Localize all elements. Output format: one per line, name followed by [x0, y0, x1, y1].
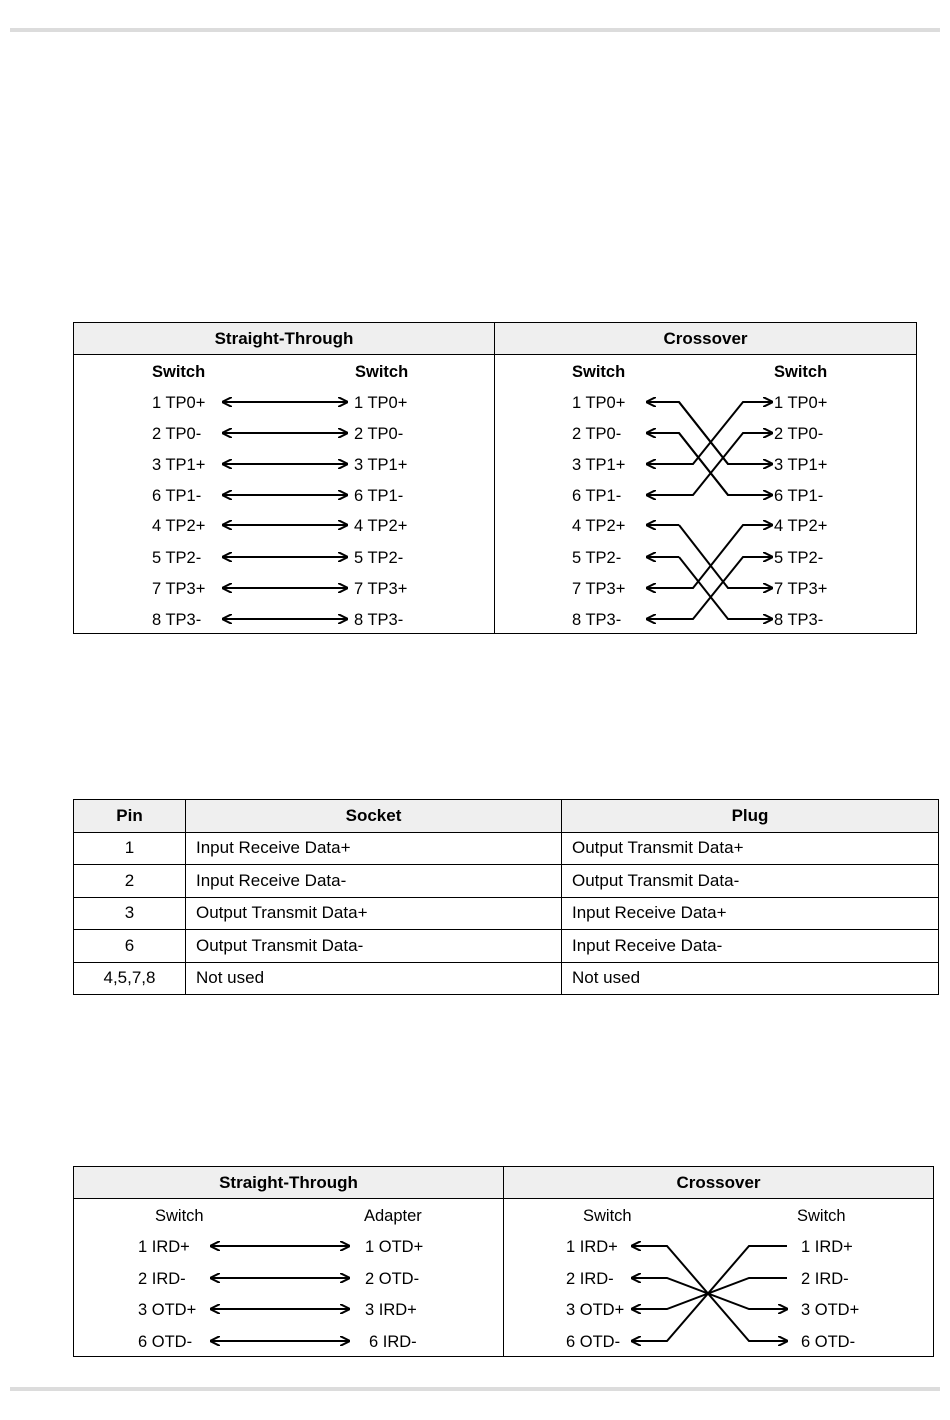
crossover-svg — [495, 355, 916, 633]
right-pin-label: 3 IRD+ — [365, 1301, 417, 1319]
left-pin-label: 5 TP2- — [572, 549, 622, 567]
straight-row-8 — [152, 611, 403, 629]
pin-cell: 4,5,7,8 — [74, 962, 186, 995]
top-divider — [10, 28, 940, 32]
straight-row-5 — [152, 517, 407, 535]
plug-cell: Input Receive Data- — [562, 930, 939, 963]
right-pin-label: 8 TP3- — [774, 611, 824, 629]
crossover-svg — [504, 1199, 933, 1356]
right-pin-label: 4 TP2+ — [354, 517, 408, 535]
left-switch-header: Switch — [152, 363, 206, 381]
cross-wire-arrow — [654, 1278, 787, 1309]
table-row — [74, 832, 939, 865]
pin-assignment-table — [73, 799, 939, 995]
crossover-diagram — [495, 355, 917, 634]
pin-cell: 3 — [74, 897, 186, 930]
straight-row-7 — [152, 580, 407, 598]
right-pin-label: 1 TP0+ — [774, 394, 828, 412]
left-pin-label: 8 TP3- — [152, 611, 202, 629]
left-pin-label: 4 TP2+ — [152, 517, 206, 535]
pin-cell: 2 — [74, 865, 186, 898]
right-pin-label: 8 TP3- — [354, 611, 404, 629]
left-pin-label: 6 OTD- — [138, 1333, 193, 1351]
left-pin-label: 3 TP1+ — [572, 456, 626, 474]
right-pin-label: 1 IRD+ — [801, 1238, 853, 1256]
left-pin-label: 1 TP0+ — [152, 394, 206, 412]
right-pin-label: 3 OTD+ — [801, 1301, 860, 1319]
straight-row-3 — [138, 1301, 417, 1319]
right-pin-label: 2 TP0- — [774, 425, 824, 443]
right-pin-label: 2 OTD- — [365, 1270, 420, 1288]
right-pin-label: 6 OTD- — [801, 1333, 856, 1351]
pin-column-header: Pin — [74, 800, 186, 833]
socket-cell: Input Receive Data- — [186, 865, 562, 898]
pin-cell: 6 — [74, 930, 186, 963]
left-switch-header: Switch — [583, 1207, 632, 1225]
left-switch-header: Switch — [572, 363, 626, 381]
socket-cell: Output Transmit Data- — [186, 930, 562, 963]
plug-cell: Output Transmit Data+ — [562, 832, 939, 865]
left-pin-label: 1 IRD+ — [138, 1238, 190, 1256]
straight-row-2 — [138, 1270, 419, 1288]
table-row — [74, 930, 939, 963]
plug-column-header: Plug — [562, 800, 939, 833]
bottom-divider — [10, 1387, 940, 1391]
right-pin-label: 7 TP3+ — [774, 580, 828, 598]
straight-through-heading: Straight-Through — [74, 1167, 504, 1199]
cross-wire-arrow — [632, 1278, 787, 1309]
straight-through-heading: Straight-Through — [74, 323, 495, 355]
socket-cell: Input Receive Data+ — [186, 832, 562, 865]
right-pin-label: 3 TP1+ — [354, 456, 408, 474]
left-pin-label: 3 OTD+ — [566, 1301, 625, 1319]
right-pin-label: 6 IRD- — [369, 1333, 417, 1351]
straight-through-diagram — [74, 1199, 504, 1357]
right-pin-label: 2 IRD- — [801, 1270, 849, 1288]
left-pin-label: 4 TP2+ — [572, 517, 626, 535]
plug-cell: Input Receive Data+ — [562, 897, 939, 930]
right-pin-label: 3 TP1+ — [774, 456, 828, 474]
left-pin-label: 7 TP3+ — [152, 580, 206, 598]
cross-wire-arrow — [654, 1246, 787, 1341]
table-row — [74, 865, 939, 898]
straight-row-1 — [138, 1238, 423, 1256]
left-switch-header: Switch — [155, 1207, 204, 1225]
right-switch-header: Switch — [797, 1207, 846, 1225]
table-row — [74, 962, 939, 995]
socket-cell: Output Transmit Data+ — [186, 897, 562, 930]
right-pin-label: 1 OTD+ — [365, 1238, 424, 1256]
right-adapter-header: Adapter — [364, 1207, 422, 1225]
straight-row-6 — [152, 549, 403, 567]
left-pin-label: 2 IRD- — [566, 1270, 614, 1288]
left-pin-label: 2 IRD- — [138, 1270, 186, 1288]
pin-cell: 1 — [74, 832, 186, 865]
right-pin-label: 6 TP1- — [354, 487, 404, 505]
right-pin-label: 1 TP0+ — [354, 394, 408, 412]
plug-cell: Not used — [562, 962, 939, 995]
straight-row-3 — [152, 456, 407, 474]
right-switch-header: Switch — [355, 363, 409, 381]
left-pin-label: 3 OTD+ — [138, 1301, 197, 1319]
straight-row-2 — [152, 425, 403, 443]
fast-ethernet-wiring-table — [73, 1166, 934, 1357]
left-pin-label: 3 TP1+ — [152, 456, 206, 474]
left-pin-label: 2 TP0- — [572, 425, 622, 443]
table-row — [74, 897, 939, 930]
left-pin-label: 6 OTD- — [566, 1333, 621, 1351]
right-pin-label: 6 TP1- — [774, 487, 824, 505]
straight-through-diagram — [74, 355, 495, 634]
right-pin-label: 4 TP2+ — [774, 517, 828, 535]
right-pin-label: 2 TP0- — [354, 425, 404, 443]
left-pin-label: 1 IRD+ — [566, 1238, 618, 1256]
straight-row-4 — [138, 1333, 417, 1351]
right-pin-label: 5 TP2- — [774, 549, 824, 567]
crossover-diagram — [504, 1199, 934, 1357]
right-switch-header: Switch — [774, 363, 828, 381]
left-pin-label: 5 TP2- — [152, 549, 202, 567]
gigabit-wiring-table — [73, 322, 917, 634]
straight-through-svg — [74, 355, 494, 633]
right-pin-label: 7 TP3+ — [354, 580, 408, 598]
left-pin-label: 7 TP3+ — [572, 580, 626, 598]
right-pin-label: 5 TP2- — [354, 549, 404, 567]
left-pin-label: 8 TP3- — [572, 611, 622, 629]
crossover-heading: Crossover — [504, 1167, 934, 1199]
left-pin-label: 2 TP0- — [152, 425, 202, 443]
socket-column-header: Socket — [186, 800, 562, 833]
left-pin-label: 6 TP1- — [572, 487, 622, 505]
plug-cell: Output Transmit Data- — [562, 865, 939, 898]
straight-row-4 — [152, 487, 403, 505]
socket-cell: Not used — [186, 962, 562, 995]
left-pin-label: 6 TP1- — [152, 487, 202, 505]
straight-through-svg — [74, 1199, 503, 1356]
left-pin-label: 1 TP0+ — [572, 394, 626, 412]
straight-row-1 — [152, 394, 407, 412]
crossover-heading: Crossover — [495, 323, 917, 355]
